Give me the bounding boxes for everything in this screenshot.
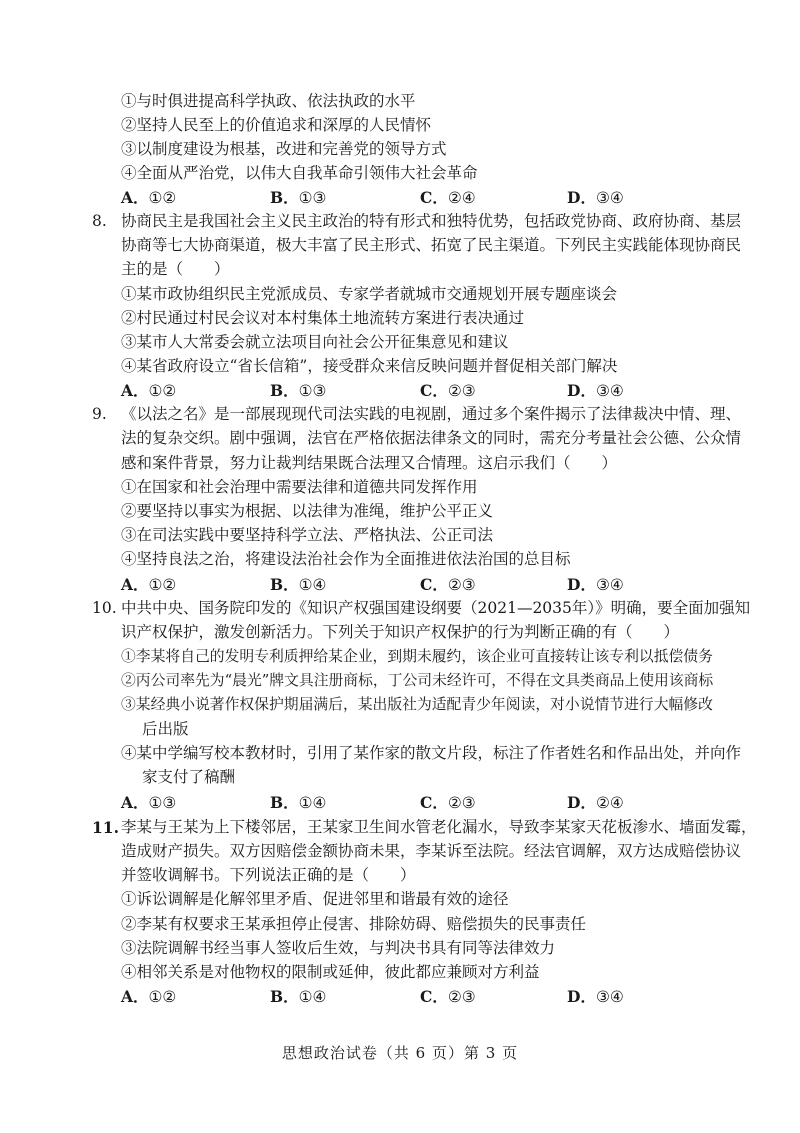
- q9-option-2: ②要坚持以事实为根据、以法律为准绳，维护公平正义: [121, 502, 494, 520]
- q7-choice-c: C．②④: [420, 188, 476, 207]
- q11-option-4: ④相邻关系是对他物权的限制或延伸，彼此都应兼顾对方利益: [121, 963, 540, 981]
- q8-option-1: ①某市政协组织民主党派成员、专家学者就城市交通规划开展专题座谈会: [121, 285, 618, 303]
- q9-option-1: ①在国家和社会治理中需要法律和道德共同发挥作用: [121, 478, 478, 496]
- q9-stem-line-1: 《以法之名》是一部展现现代司法实践的电视剧，通过多个案件揭示了法律裁决中情、理、: [121, 405, 742, 423]
- q10-number: 10.: [92, 599, 117, 617]
- q11-stem-line-1: 李某与王某为上下楼邻居，王某家卫生间水管老化漏水，导致李某家天花板渗水、墙面发霉，: [121, 818, 757, 836]
- q9-stem-line-3: 感和案件背景，努力让裁判结果既合法理又合情理。这启示我们（ ）: [121, 454, 618, 472]
- q11-choice-b: B．①④: [270, 987, 327, 1006]
- q9-stem-line-2: 法的复杂交织。剧中强调，法官在严格依据法律条文的同时，需充分考量社会公德、公众情: [121, 429, 742, 447]
- q10-option-2: ②丙公司率先为“晨光”牌文具注册商标，丁公司未经许可，不得在文具类商品上使用该商标: [121, 672, 714, 689]
- q7-option-3: ③以制度建设为根基，改进和完善党的领导方式: [121, 140, 447, 158]
- q11-choice-a: A．①②: [121, 987, 177, 1006]
- q8-choice-d: D．③④: [567, 381, 624, 400]
- q9-choice-b: B．①④: [270, 575, 327, 594]
- q10-choice-a: A．①③: [121, 793, 177, 812]
- q10-option-4-continued: 家支付了稿酬: [142, 768, 236, 786]
- q7-option-1: ①与时俱进提高科学执政、依法执政的水平: [121, 92, 416, 110]
- q10-option-3-continued: 后出版: [142, 720, 189, 738]
- q8-option-4: ④某省政府设立“省长信箱”，接受群众来信反映问题并督促相关部门解决: [121, 357, 618, 375]
- q9-choice-a: A．①②: [121, 575, 177, 594]
- q7-choice-d: D．③④: [567, 188, 624, 207]
- q9-choice-d: D．③④: [567, 575, 624, 594]
- q11-option-1: ①诉讼调解是化解邻里矛盾、促进邻里和谐最有效的途径: [121, 890, 509, 908]
- q8-choice-c: C．②③: [420, 381, 476, 400]
- q8-choice-b: B．①③: [270, 381, 327, 400]
- q7-option-4: ④全面从严治党，以伟大自我革命引领伟大社会革命: [121, 164, 478, 182]
- q11-option-2: ②李某有权要求王某承担停止侵害、排除妨碍、赔偿损失的民事责任: [121, 915, 587, 933]
- q10-stem-line-2: 识产权保护，激发创新活力。下列关于知识产权保护的行为判断正确的有（ ）: [121, 623, 680, 641]
- q10-stem-line-1: 中共中央、国务院印发的《知识产权强国建设纲要（2021—2035年）》明确，要全面加强知: [121, 599, 751, 617]
- q11-stem-line-2: 造成财产损失。双方因赔偿金额协商未果，李某诉至法院。经法官调解，双方达成赔偿协议: [121, 842, 742, 860]
- q10-option-1: ①李某将自己的发明专利质押给某企业，到期未履约，该企业可直接转让该专利以抵偿债务: [121, 648, 713, 665]
- q11-stem-line-3: 并签收调解书。下列说法正确的是（ ）: [121, 866, 416, 884]
- q7-option-2: ②坚持人民至上的价值追求和深厚的人民情怀: [121, 116, 432, 134]
- q10-choice-d: D．②④: [567, 793, 624, 812]
- q8-option-3: ③某市人大常委会就立法项目向社会公开征集意见和建议: [121, 333, 509, 351]
- q7-choice-b: B．①③: [270, 188, 327, 207]
- q9-choice-c: C．②③: [420, 575, 476, 594]
- q10-choice-c: C．②③: [420, 793, 476, 812]
- q7-choice-a: A．①②: [121, 188, 177, 207]
- q9-number: 9.: [92, 405, 107, 423]
- q11-number: 11.: [92, 818, 119, 837]
- q8-stem-line-2: 协商等七大协商渠道，极大丰富了民主形式、拓宽了民主渠道。下列民主实践能体现协商民: [121, 236, 742, 254]
- q11-choice-c: C．②③: [420, 987, 476, 1006]
- q10-choice-b: B．①④: [270, 793, 327, 812]
- page-footer: 思想政治试卷（共 6 页）第 3 页: [281, 1044, 519, 1062]
- q9-option-4: ④坚持良法之治，将建设法治社会作为全面推进依法治国的总目标: [121, 550, 571, 568]
- q8-number: 8.: [92, 212, 107, 230]
- q11-option-3: ③法院调解书经当事人签收后生效，与判决书具有同等法律效力: [121, 939, 556, 957]
- q10-option-4: ④某中学编写校本教材时，引用了某作家的散文片段，标注了作者姓名和作品出处，并向作: [121, 744, 742, 762]
- q9-option-3: ③在司法实践中要坚持科学立法、严格执法、公正司法: [121, 526, 494, 544]
- q10-option-3: ③某经典小说著作权保护期届满后，某出版社为适配青少年阅读，对小说情节进行大幅修改: [121, 696, 713, 713]
- q8-option-2: ②村民通过村民会议对本村集体土地流转方案进行表决通过: [121, 309, 525, 327]
- q8-stem-line-1: 协商民主是我国社会主义民主政治的特有形式和独特优势，包括政党协商、政府协商、基层: [121, 212, 742, 230]
- q11-choice-d: D．③④: [567, 987, 624, 1006]
- q8-choice-a: A．①②: [121, 381, 177, 400]
- q8-stem-line-3: 主的是（ ）: [121, 260, 230, 278]
